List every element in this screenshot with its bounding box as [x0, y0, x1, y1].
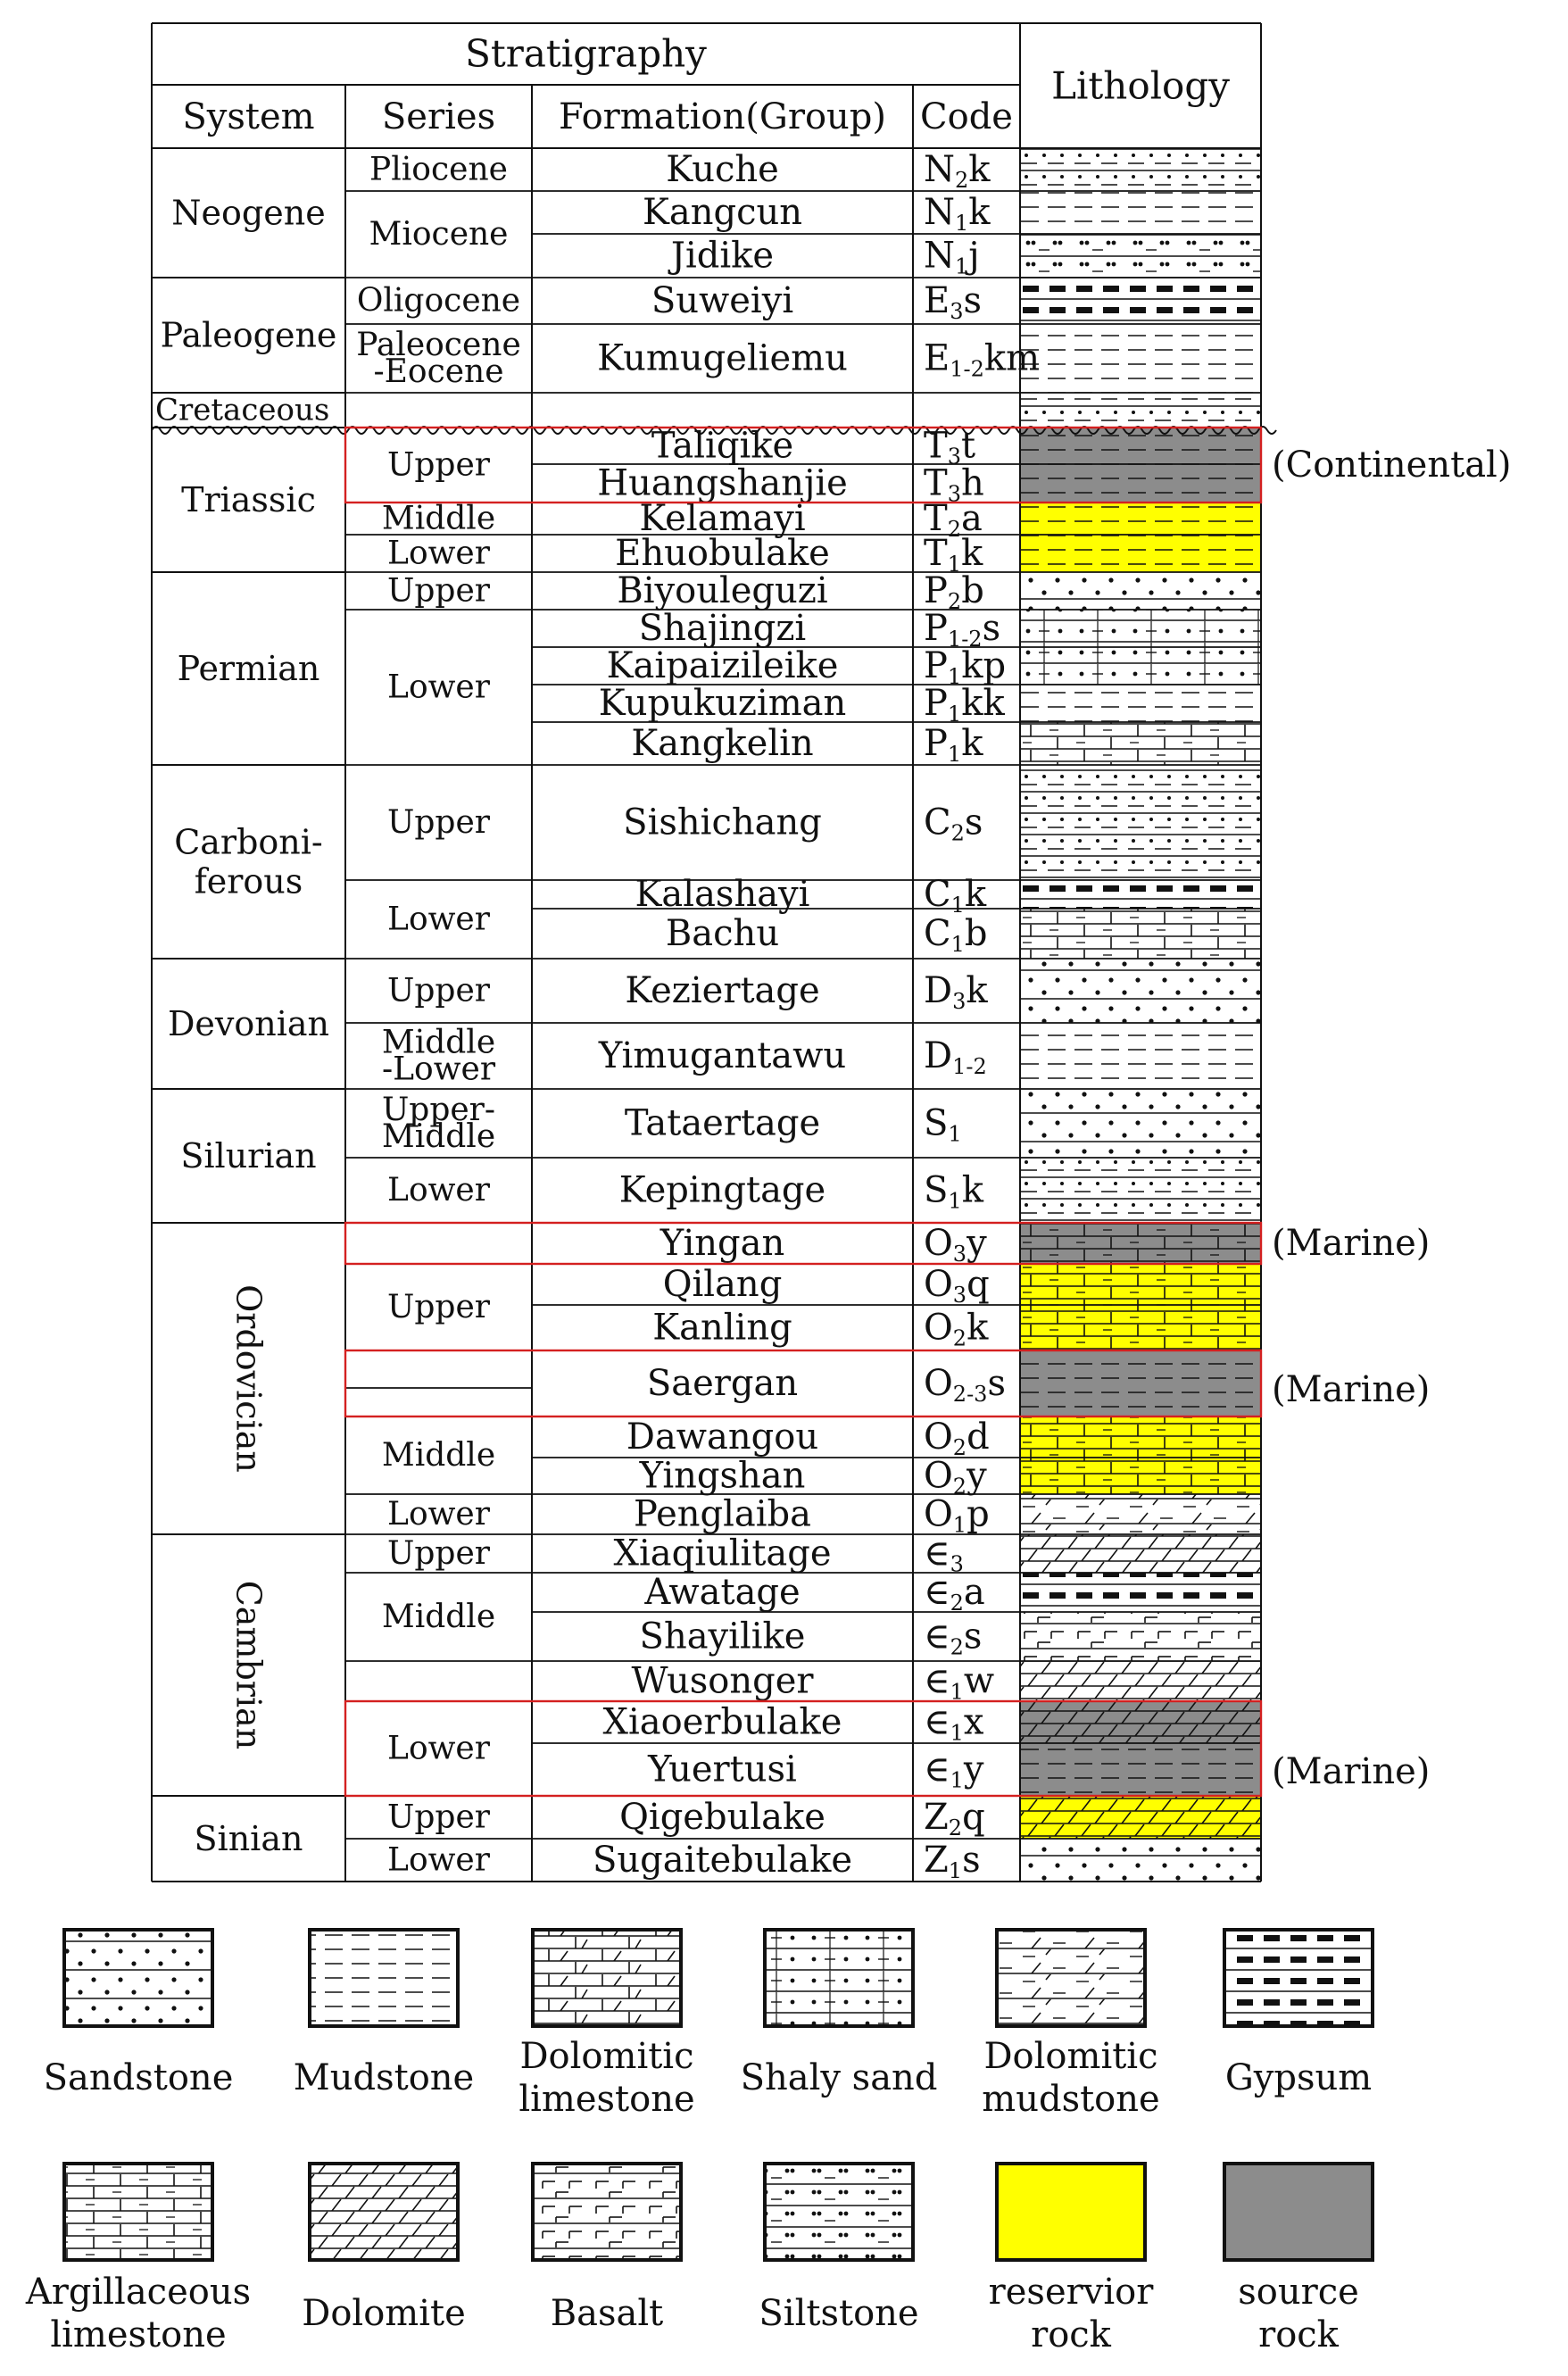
system-name: Permian — [177, 649, 320, 688]
lithology-pattern-mudstone — [1020, 1743, 1261, 1796]
lithology-pattern-mudstone — [1020, 685, 1261, 722]
legend-item-basalt — [533, 2164, 681, 2334]
legend-item-arg-limestone — [25, 2164, 251, 2355]
source-annotation: (Marine) — [1272, 1369, 1431, 1410]
series-name: Lower — [387, 1841, 490, 1879]
legend-label: Dolomite — [302, 2293, 466, 2334]
formation-code: $C_1k$ — [924, 874, 987, 918]
formation-name: Kanling — [652, 1307, 792, 1349]
legend-item-shaly-sand — [741, 1930, 938, 2098]
formation-code: $O_2y$ — [924, 1455, 987, 1500]
legend-item-siltstone — [759, 2164, 918, 2334]
formation-name: Kumugeliemu — [597, 337, 848, 379]
lithology-pattern-sandy-mud — [1020, 393, 1261, 428]
legend-label: source rock — [1238, 2272, 1359, 2355]
formation-code: $E_3s$ — [924, 280, 983, 324]
series-name: Lower — [387, 1496, 490, 1533]
formation-name: Kalashayi — [635, 874, 810, 915]
system-name: Paleogene — [160, 315, 337, 355]
lithology-pattern-sandstone — [1020, 1839, 1261, 1882]
formation-code: $O_1p$ — [924, 1493, 990, 1538]
formation-name: Yingshan — [639, 1455, 806, 1497]
series-name: Middle — [381, 1437, 496, 1474]
system-name: Neogene — [171, 193, 326, 233]
system-heading: System — [182, 96, 315, 137]
system-name: Silurian — [180, 1136, 317, 1176]
lithology-pattern-arg-limestone — [1020, 1223, 1261, 1264]
lithology-pattern-mudstone — [1020, 503, 1261, 535]
formation-heading: Formation(Group) — [559, 96, 886, 137]
legend-pattern — [533, 1930, 681, 2026]
lithology-pattern-mudstone — [1020, 1350, 1261, 1416]
legend-label: Basalt — [550, 2293, 664, 2334]
system-name: Sinian — [194, 1819, 303, 1858]
formation-code: $\in_1x$ — [924, 1701, 984, 1746]
formation-name: Xiaqiulitage — [613, 1533, 832, 1574]
formation-code: $T_3t$ — [924, 425, 976, 469]
series-name: Upper — [387, 572, 490, 610]
legend-swatch — [1224, 2164, 1373, 2260]
series-name: Upper — [387, 804, 490, 841]
legend-label: Siltstone — [759, 2293, 919, 2334]
legend-pattern — [64, 2164, 212, 2260]
lithology-pattern-mudstone — [1020, 535, 1261, 572]
formation-code: $\in_1w$ — [924, 1660, 995, 1705]
lithology-pattern-mudstone — [1020, 464, 1261, 503]
formation-name: Keziertage — [625, 970, 820, 1011]
legend-label: Gypsum — [1224, 2057, 1373, 2098]
series-name: Lower — [387, 669, 490, 706]
formation-name: Kaipaizileike — [606, 645, 839, 686]
lithology-pattern-sandstone — [1020, 572, 1261, 610]
series-name: Middle — [381, 500, 496, 537]
formation-code: $O_2k$ — [924, 1307, 989, 1351]
formation-name: Jidike — [670, 235, 775, 277]
lithology-legend — [25, 1930, 1373, 2355]
lithology-pattern-sandy-mud — [1020, 765, 1261, 880]
formation-name: Taliqike — [651, 425, 794, 467]
formation-name: Ehuobulake — [615, 533, 830, 574]
formation-code: $\in_3$ — [924, 1533, 964, 1577]
legend-label: Sandstone — [43, 2057, 234, 2098]
legend-item-dolomite — [302, 2164, 466, 2334]
legend-item-dolomitic-limestone — [519, 1930, 694, 2120]
formation-code: $T_3h$ — [924, 462, 984, 507]
lithology-pattern-gypsum — [1020, 880, 1261, 909]
system-column — [155, 194, 336, 1859]
formation-name: Kangcun — [642, 192, 803, 233]
series-name: Lower — [387, 1172, 490, 1209]
lithology-pattern-mudstone — [1020, 324, 1261, 393]
formation-name: Biyouleguzi — [617, 570, 828, 611]
system-name: Triassic — [181, 480, 316, 519]
legend-label: Argillaceous limestone — [25, 2272, 252, 2355]
formation-code: $O_3q$ — [924, 1264, 990, 1308]
lithology-pattern-mudstone — [1020, 191, 1261, 234]
rock-annotations — [1272, 444, 1511, 1792]
lithology-pattern-arg-limestone — [1020, 1305, 1261, 1350]
legend-label: Shaly sand — [740, 2057, 938, 2098]
formation-code: $P_1kk$ — [924, 683, 1005, 727]
lithology-pattern-mudstone — [1020, 1023, 1261, 1089]
legend-item-mudstone — [294, 1930, 474, 2098]
legend-item-reservoir — [989, 2164, 1155, 2355]
formation-name: Qilang — [662, 1264, 783, 1305]
series-name: Miocene — [369, 216, 509, 253]
source-annotation: (Marine) — [1272, 1751, 1431, 1792]
series-name: Upper — [387, 1289, 490, 1325]
formation-code: $N_1j$ — [924, 235, 980, 279]
lithology-pattern-sandstone — [1020, 959, 1261, 1023]
formation-code: $T_1k$ — [924, 533, 983, 577]
legend-label: reservior rock — [988, 2272, 1154, 2355]
series-name: Upper — [387, 446, 490, 484]
legend-pattern — [765, 2164, 913, 2260]
system-name: Ordovician — [228, 1284, 269, 1473]
series-name: Oligocene — [356, 282, 521, 320]
formation-rows — [593, 149, 1040, 1883]
lithology-pattern-sandy-mud — [1020, 148, 1261, 191]
series-name: Pliocene — [369, 151, 508, 188]
lithology-pattern-shaly-sand — [1020, 610, 1261, 647]
source-annotation: (Continental) — [1272, 444, 1512, 486]
lithology-pattern-sandy-mud — [1020, 1158, 1261, 1223]
lithology-pattern-arg-limestone — [1020, 722, 1261, 765]
system-name: Devonian — [167, 1004, 330, 1043]
legend-pattern — [533, 2164, 681, 2260]
series-name: Upper — [387, 1535, 490, 1572]
formation-code: $E_{1-2}km$ — [924, 337, 1041, 382]
formation-code: $Z_2q$ — [924, 1797, 985, 1840]
formation-name: Suweiyi — [651, 280, 794, 321]
legend-pattern — [64, 1930, 212, 2026]
system-name: Cretaceous — [155, 392, 330, 428]
formation-code: $T_2a$ — [924, 498, 983, 542]
formation-code: $P_1kp$ — [924, 645, 1007, 689]
formation-code: $N_2k$ — [924, 149, 991, 193]
formation-name: Shayilike — [639, 1616, 806, 1657]
series-name: Lower — [387, 1730, 490, 1767]
lithology-pattern-dolomitic-mudstone — [1020, 1494, 1261, 1534]
formation-name: Kangkelin — [631, 723, 814, 764]
formation-code: $O_{2-3}s$ — [924, 1363, 1006, 1407]
legend-pattern — [765, 1930, 913, 2026]
formation-code: $P_{1-2}s$ — [924, 608, 1001, 652]
lithology-pattern-gypsum — [1020, 1573, 1261, 1612]
formation-name: Shajingzi — [638, 608, 807, 649]
series-name: Upper — [387, 972, 490, 1009]
legend-label: Dolomitic limestone — [519, 2036, 695, 2120]
formation-code: $O_2d$ — [924, 1416, 990, 1460]
legend-item-dolomitic-mudstone — [982, 1930, 1159, 2120]
lithology-pattern-basalt — [1020, 1612, 1261, 1661]
formation-name: Wusonger — [631, 1660, 814, 1702]
formation-code: $N_1k$ — [924, 192, 991, 236]
lithology-pattern-arg-limestone — [1020, 1458, 1261, 1494]
formation-code: $\in_2a$ — [924, 1572, 985, 1616]
series-name: Lower — [387, 535, 490, 572]
series-name: Upper-Middle — [381, 1092, 496, 1155]
legend-item-sandstone — [44, 1930, 234, 2098]
formation-name: Yingan — [660, 1223, 785, 1264]
lithology-pattern-gypsum — [1020, 278, 1261, 324]
formation-code: $O_3y$ — [924, 1223, 987, 1267]
formation-code: $P_2b$ — [924, 570, 984, 614]
formation-name: Kepingtage — [618, 1169, 826, 1211]
lithology-pattern-sandstone — [1020, 1089, 1261, 1158]
legend-pattern — [997, 1930, 1145, 2026]
lithology-pattern-arg-limestone — [1020, 1416, 1261, 1458]
formation-name: Sugaitebulake — [592, 1840, 853, 1881]
lithology-pattern-dolomite — [1020, 1661, 1261, 1701]
source-annotation: (Marine) — [1272, 1223, 1431, 1264]
code-heading: Code — [920, 96, 1013, 137]
legend-swatch — [997, 2164, 1145, 2260]
series-name: Middle -Lower — [381, 1024, 496, 1088]
formation-name: Sishichang — [623, 802, 822, 843]
formation-code: $S_1$ — [924, 1102, 962, 1147]
formation-code: $P_1k$ — [924, 723, 983, 767]
legend-label: Mudstone — [293, 2057, 475, 2098]
formation-name: Xiaoerbulake — [602, 1701, 842, 1743]
legend-pattern — [1224, 1930, 1373, 2026]
stratigraphy-heading: Stratigraphy — [465, 31, 707, 76]
formation-code: $D_3k$ — [924, 970, 988, 1014]
lithology-heading: Lithology — [1051, 63, 1230, 108]
formation-name: Dawangou — [626, 1416, 819, 1458]
series-name: Upper — [387, 1799, 490, 1836]
formation-code: $Z_1s$ — [924, 1840, 981, 1883]
formation-code: $S_1k$ — [924, 1169, 983, 1214]
series-heading: Series — [381, 96, 496, 137]
formation-name: Saergan — [646, 1363, 799, 1404]
formation-name: Yuertusi — [648, 1749, 797, 1790]
formation-code: $D_{1-2}$ — [924, 1035, 987, 1079]
formation-code: $C_2s$ — [924, 802, 983, 846]
lithology-pattern-arg-limestone — [1020, 1264, 1261, 1305]
formation-name: Yimugantawu — [598, 1035, 847, 1076]
formation-name: Huangshanjie — [597, 462, 848, 504]
lithology-pattern-arg-limestone — [1020, 909, 1261, 959]
legend-label: Dolomitic mudstone — [982, 2036, 1160, 2120]
series-name: Lower — [387, 901, 490, 938]
formation-name: Kupukuziman — [598, 683, 847, 724]
formation-name: Kuche — [666, 149, 779, 190]
lithology-pattern-dolomite — [1020, 1534, 1261, 1573]
formation-name: Bachu — [665, 913, 780, 954]
lithology-pattern-dolomite — [1020, 1796, 1261, 1839]
lithology-pattern-siltstone — [1020, 234, 1261, 278]
system-name: Cambrian — [228, 1580, 269, 1750]
series-name: Middle — [381, 1599, 496, 1635]
legend-item-source — [1224, 2164, 1373, 2355]
series-name: Paleocene -Eocene — [356, 327, 521, 390]
formation-name: Awatage — [644, 1572, 801, 1613]
lithology-pattern-shaly-sand — [1020, 647, 1261, 685]
system-name: Carboni-ferous — [174, 822, 323, 901]
lithology-column — [1020, 148, 1261, 1882]
formation-code: $\in_2s$ — [924, 1616, 983, 1660]
legend-pattern — [310, 2164, 458, 2260]
formation-name: Kelamayi — [639, 498, 806, 539]
legend-pattern — [310, 1930, 458, 2026]
formation-code: $\in_1y$ — [924, 1749, 984, 1793]
formation-code: $C_1b$ — [924, 913, 988, 957]
lithology-pattern-dolomite — [1020, 1701, 1261, 1743]
formation-name: Penglaiba — [633, 1493, 812, 1535]
legend-item-gypsum — [1224, 1930, 1373, 2098]
formation-name: Qigebulake — [619, 1797, 825, 1838]
formation-name: Tataertage — [624, 1102, 821, 1144]
